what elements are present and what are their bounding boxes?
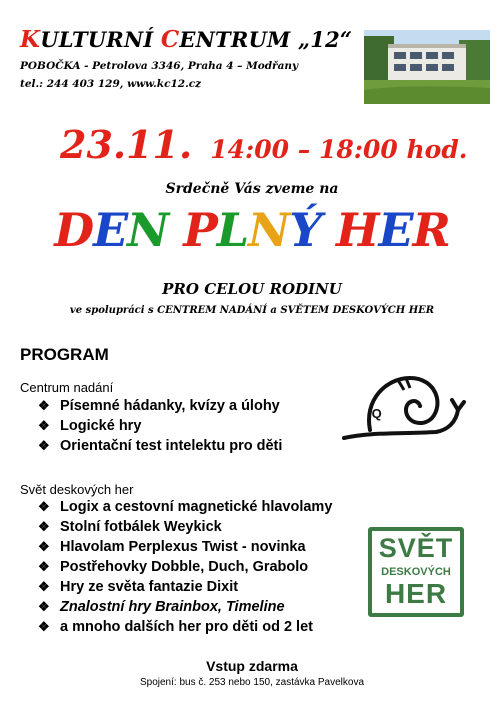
event-title <box>0 203 504 257</box>
iq-snail-logo <box>340 370 470 444</box>
list-item: ❖ Postřehovky Dobble, Duch, Grabolo <box>38 559 309 575</box>
contact-line: tel.: 244 403 129, www.kc12.cz <box>20 78 202 90</box>
audience-text: PRO CELOU RODINU <box>162 280 342 298</box>
title-part-1: ULTURNÍ <box>40 27 161 52</box>
program-heading: PROGRAM <box>20 345 109 364</box>
transport-info: Spojení: bus č. 253 nebo 150, zastávka Pavelkova <box>139 677 365 688</box>
title-letter: R <box>412 203 450 257</box>
diamond-bullet-icon: ❖ <box>38 418 50 433</box>
title-letter: H <box>336 203 379 257</box>
logo-line-1: SVĚT <box>378 533 454 563</box>
diamond-bullet-icon: ❖ <box>38 438 50 453</box>
diamond-bullet-icon: ❖ <box>38 579 50 594</box>
list-item: ❖ Logix a cestovní magnetické hlavolamy <box>38 499 333 515</box>
event-time: 14:00 – 18:00 hod. <box>210 135 468 164</box>
diamond-bullet-icon: ❖ <box>38 619 50 634</box>
diamond-bullet-icon: ❖ <box>38 599 50 614</box>
title-letter: Ý <box>289 203 322 257</box>
cooperation-text: ve spolupráci s CENTREM NADÁNÍ a SVĚTEM DESKOVÝCH HER <box>69 305 435 316</box>
diamond-bullet-icon: ❖ <box>38 559 50 574</box>
title-initial-k: K <box>20 26 41 53</box>
title-letter: P <box>183 203 217 257</box>
event-date: 23.11. <box>60 122 193 167</box>
logo-line-3: HER <box>384 578 448 609</box>
center-title <box>20 26 352 53</box>
building-photo <box>364 30 490 104</box>
address-line: POBOČKA - Petrolova 3346, Praha 4 – Modřany <box>20 60 299 72</box>
title-letter: E <box>93 203 128 257</box>
diamond-bullet-icon: ❖ <box>38 398 50 413</box>
diamond-bullet-icon: ❖ <box>38 499 50 514</box>
list-item: ❖ Orientační test intelektu pro děti <box>38 438 283 454</box>
date-time <box>60 122 468 167</box>
title-letter: N <box>248 203 290 257</box>
section-heading-svet: Svět deskových her <box>20 482 134 497</box>
list-item: ❖ Stolní fotbálek Weykick <box>38 519 222 535</box>
title-letter: D <box>54 203 94 257</box>
list-item: ❖ Znalostní hry Brainbox, Timeline <box>38 599 285 615</box>
list-item: ❖ a mnoho dalších her pro děti od 2 let <box>38 619 313 635</box>
svet-deskovych-her-logo <box>368 527 464 617</box>
iq-label: IQ <box>368 406 382 421</box>
section-heading-centrum: Centrum nadání <box>20 380 114 395</box>
list-item: ❖ Hry ze světa fantazie Dixit <box>38 579 239 595</box>
logo-line-2: DESKOVÝCH <box>381 566 451 578</box>
title-letter: N <box>127 203 169 257</box>
invitation-text: Srdečně Vás zveme na <box>165 181 339 197</box>
title-initial-c: C <box>160 26 180 53</box>
list-item: ❖ Logické hry <box>38 418 142 434</box>
diamond-bullet-icon: ❖ <box>38 539 50 554</box>
title-letter: E <box>378 203 413 257</box>
diamond-bullet-icon: ❖ <box>38 519 50 534</box>
list-item: ❖ Písemné hádanky, kvízy a úlohy <box>38 398 280 414</box>
title-letter <box>168 203 183 257</box>
title-part-2: ENTRUM „12“ <box>179 27 353 52</box>
title-letter: L <box>216 203 249 257</box>
title-letter <box>321 203 336 257</box>
list-item: ❖ Hlavolam Perplexus Twist - novinka <box>38 539 306 555</box>
entry-free: Vstup zdarma <box>206 658 298 674</box>
